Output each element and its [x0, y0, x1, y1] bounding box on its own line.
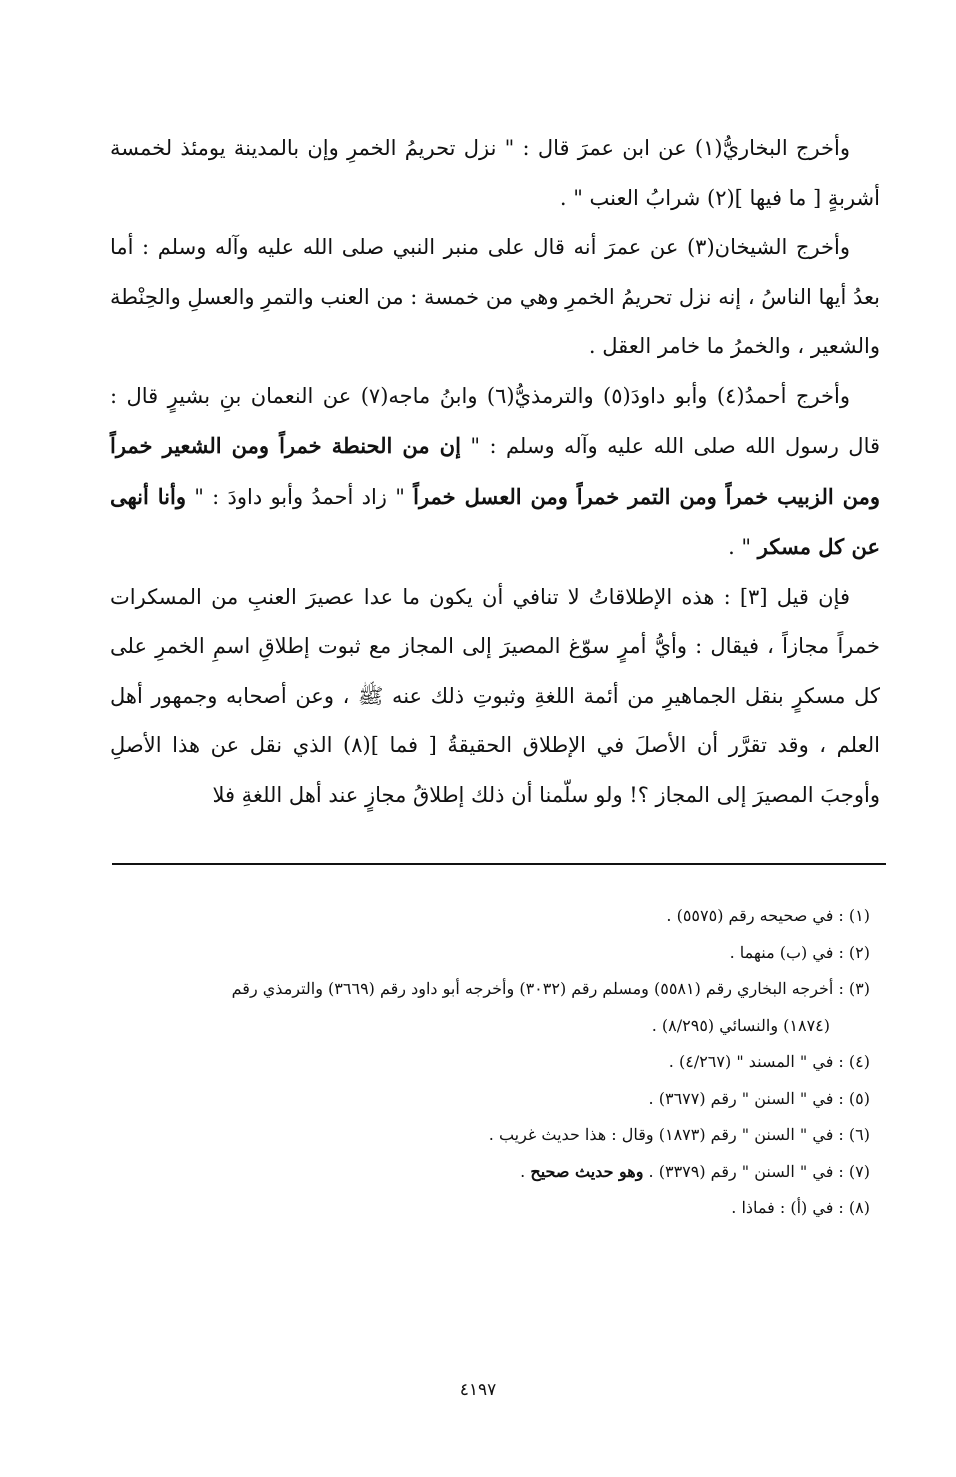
footnote-4: (٤) : في " المسند " (٤/٢٦٧) . — [668, 1052, 870, 1071]
text-segment: (٧) : في " السنن " رقم (٣٣٧٩) . — [648, 1161, 870, 1181]
text-segment: وأخرج أحمدُ(٤) وأبو داودَ(٥) والترمذيُّ(٦) وابنُ ماجه(٧) عن النعمان بنِ بشيرٍ قال : قال رسول الله صلى الله عليه وآله وسلم : " — [110, 383, 880, 458]
footnote-3: (٣) : أخرجه البخاري رقم (٥٥٨١) ومسلم رقم (٣٠٣٢) وأخرجه أبو داود رقم (٣٦٦٩) والترمذي رقم — [231, 979, 870, 998]
bold-hadith-text: وأنا أنهى عن كل مسكر — [110, 483, 880, 559]
footnotes — [100, 898, 870, 1227]
bold-grading: وهو حديث صحيح — [530, 1161, 644, 1181]
paragraph-objection: فإن قيل [٣] : هذه الإطلاقاتُ لا تنافي أن يكون ما عدا عصيرَ العنبِ من المسكرات خمراً مجازاً ، فيقال : وأيُّ أمرٍ سوّغ المصيرَ إلى المجاز مع ثبوت إطلاقِ اسمِ الخمرِ على كل مسكرٍ بنقل الجماهيرِ من أئمة اللغةِ وثبوتِ ذلك عنه ﷺ ، وعن أصحابه وجمهور أهل العلم ، وقد تقرَّر أن الأصلَ في الإطلاق الحقيقةُ [ فما ](٨) الذي نقل عن هذا الأصلِ وأوجبَ المصيرَ إلى المجاز ؟! ولو سلّمنا أن ذلك إطلاقُ مجازٍ عند أهل اللغةِ فلا — [110, 584, 880, 807]
footnote-separator — [112, 863, 886, 865]
footnote-1: (١) : في صحيحه رقم (٥٥٧٥) . — [666, 906, 870, 925]
paragraph-shaykhan: وأخرج الشيخان(٣) عن عمرَ أنه قال على منبر النبي صلى الله عليه وآله وسلم : أما بعدُ أيها الناسُ ، إنه نزل تحريمُ الخمرِ وهي من خمسة : من العنب والتمرِ والعسلِ والحِنْطة والشعير ، والخمرُ ما خامر العقل . — [110, 235, 880, 358]
footnote-3-continued: (١٨٧٤) والنسائي (٨/٢٩٥) . — [651, 1015, 830, 1035]
footnote-2: (٢) : في (ب) منهما . — [729, 942, 870, 962]
bold-hadith-text: إن من الحنطة خمراً ومن الشعير خمراً ومن الزبيب خمراً ومن التمر خمراً ومن العسل خمراً — [110, 433, 880, 509]
footnote-7 — [100, 1154, 870, 1191]
paragraph-bukhari: وأخرج البخاريُّ(١) عن ابن عمرَ قال : " نزل تحريمُ الخمرِ وإن بالمدينة يومئذ لخمسة أشربةٍ [ ما فيها ](٢) شرابُ العنب " . — [110, 136, 880, 210]
footnote-8: (٨) : في (أ) : فماذا . — [731, 1198, 870, 1217]
footnote-5: (٥) : في " السنن " رقم (٣٦٧٧) . — [648, 1088, 870, 1108]
text-segment: " زاد أحمدُ وأبو داودَ : " — [194, 484, 405, 509]
main-text — [110, 124, 880, 820]
footnote-6: (٦) : في " السنن " رقم (١٨٧٣) وقال : هذا حديث غريب . — [488, 1125, 870, 1144]
page-number: ٤١٩٧ — [459, 1380, 497, 1400]
text-segment: . — [520, 1161, 526, 1181]
paragraph-hadith-numan — [110, 372, 880, 573]
text-segment: " . — [728, 535, 752, 559]
